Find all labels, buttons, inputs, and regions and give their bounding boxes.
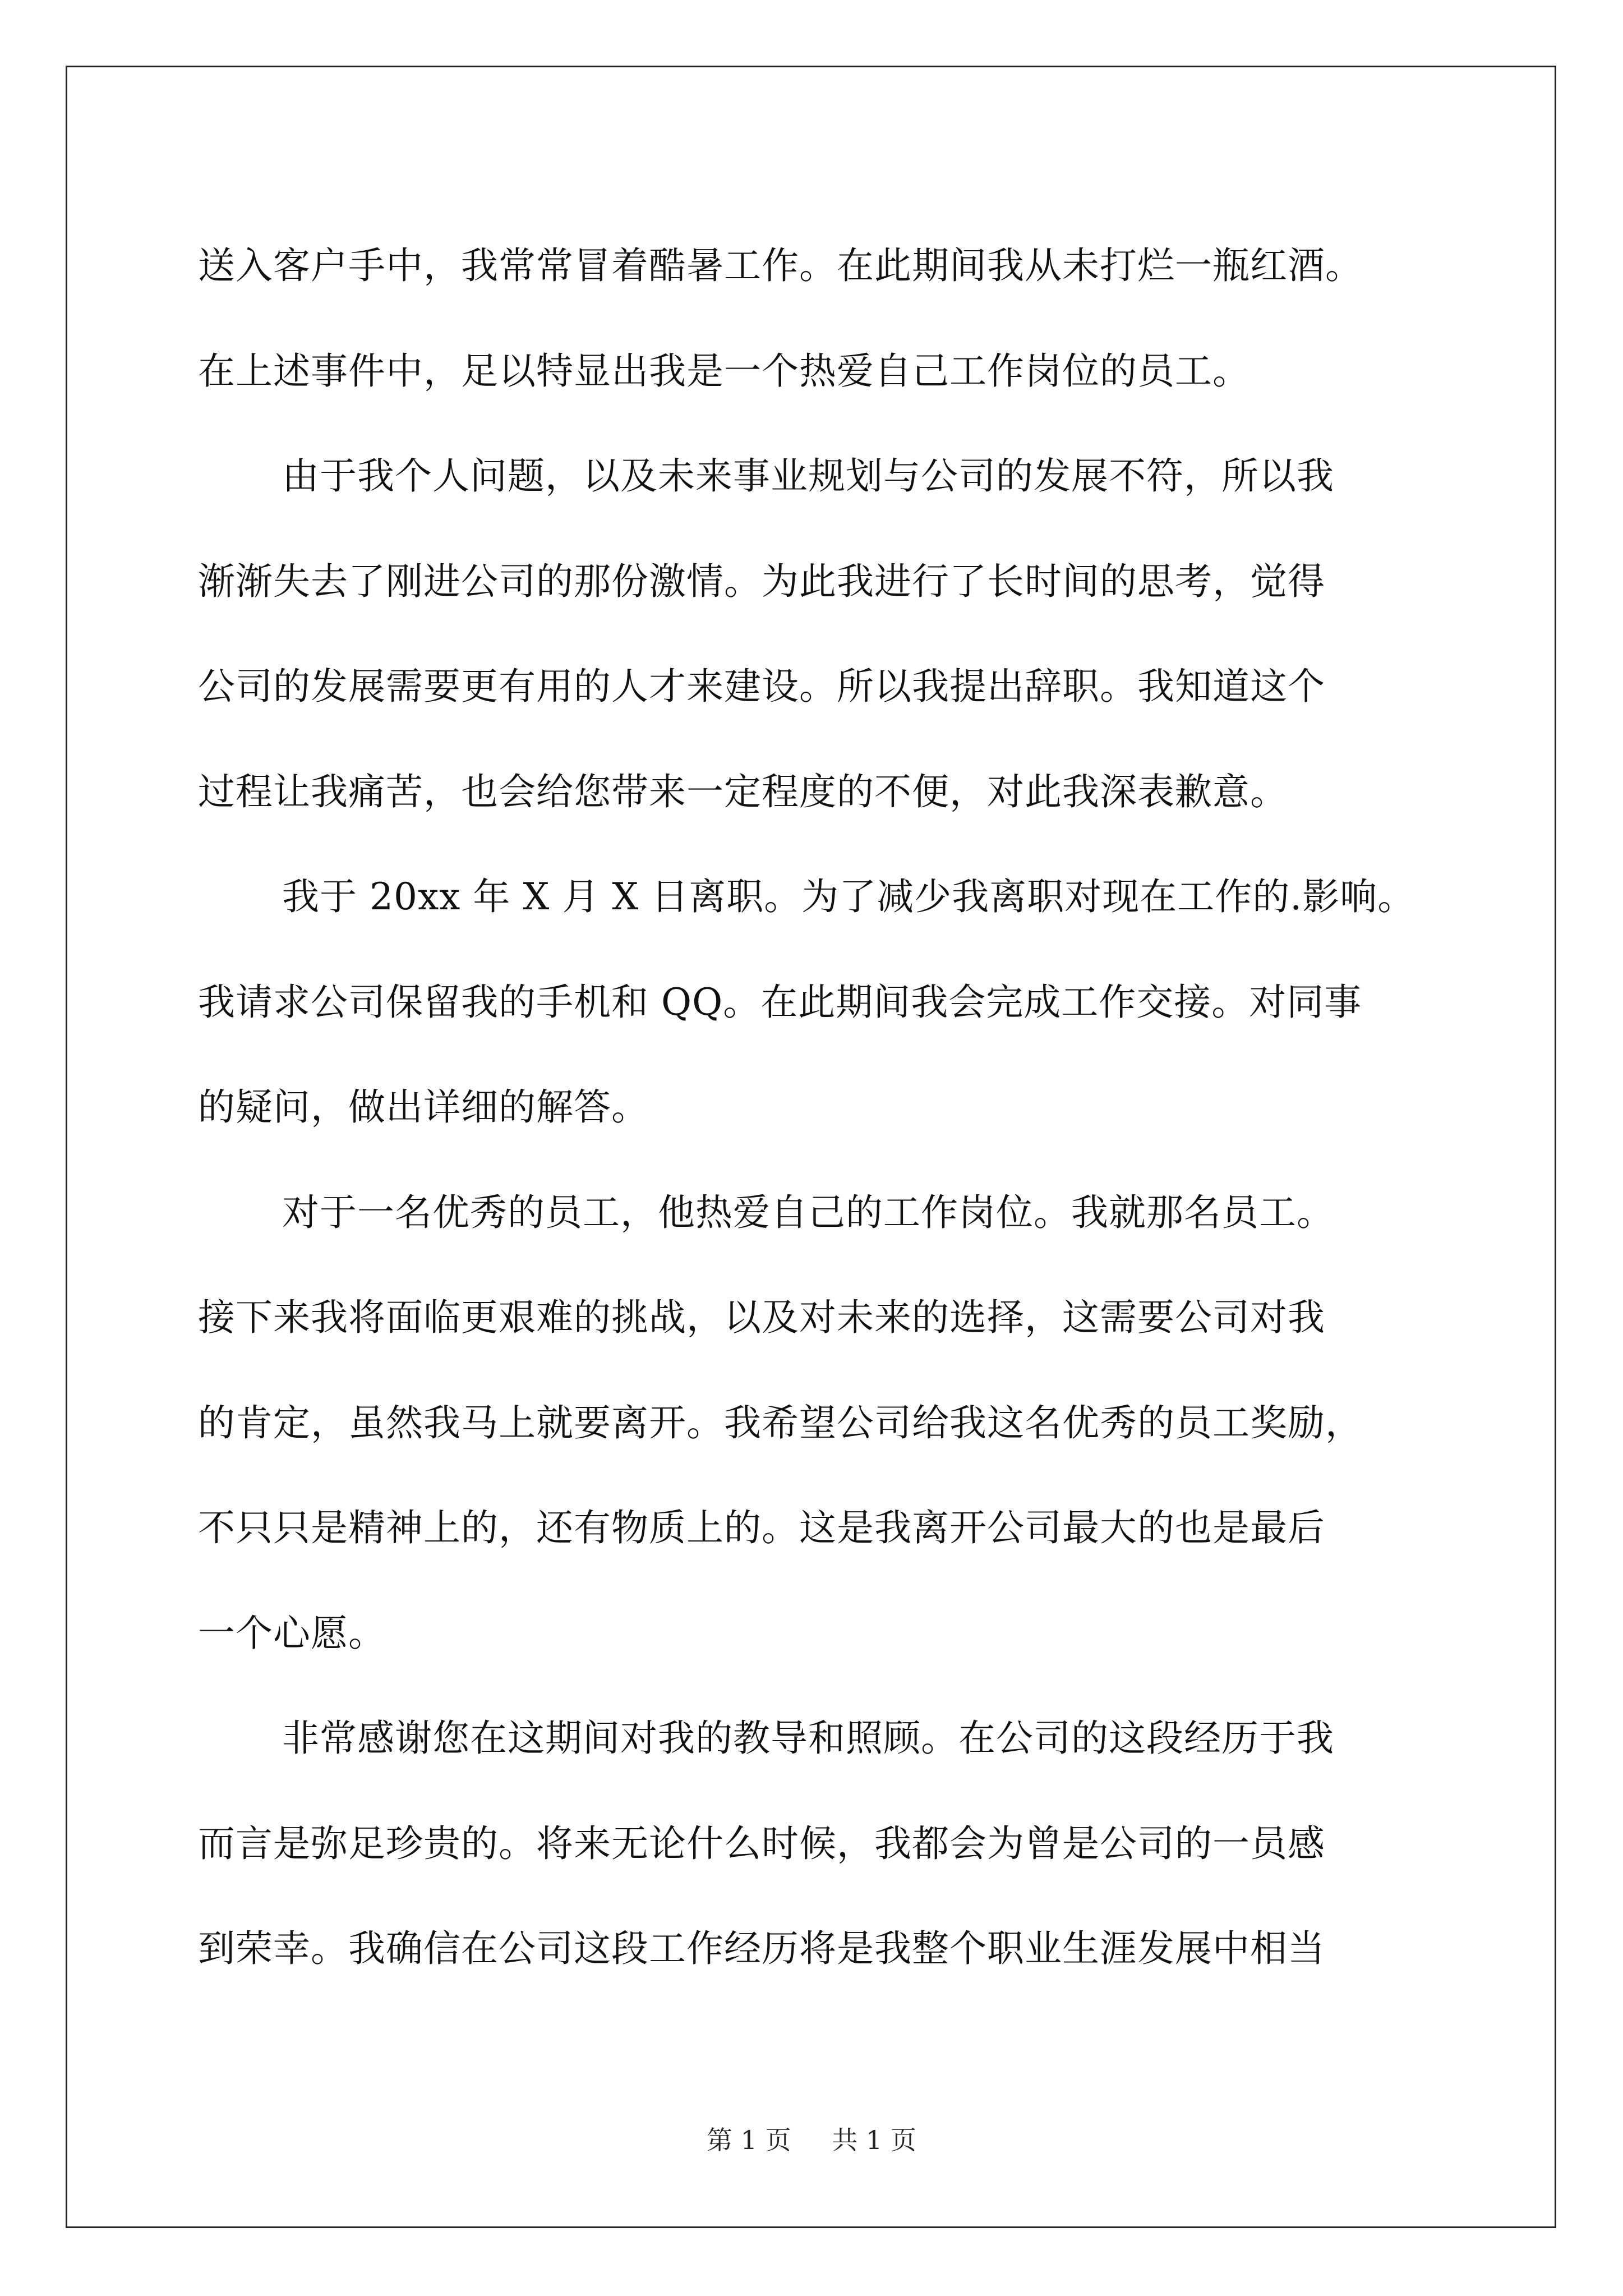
text-line: 到荣幸。我确信在公司这段工作经历将是我整个职业生涯发展中相当 <box>198 1927 1325 1970</box>
text-line: 接下来我将面临更艰难的挑战，以及对未来的选择，这需要公司对我 <box>198 1296 1325 1339</box>
text-line: 在上述事件中，足以特显出我是一个热爱自己工作岗位的员工。 <box>198 349 1250 393</box>
text-line: 而言是弥足珍贵的。将来无论什么时候，我都会为曾是公司的一员感 <box>198 1821 1325 1865</box>
text-line: 对于一名优秀的员工，他热爱自己的工作岗位。我就那名员工。 <box>282 1190 1334 1234</box>
text-line: 的疑问，做出详细的解答。 <box>198 1085 649 1129</box>
text-line: 我于 20xx 年 X 月 X 日离职。为了减少我离职对现在工作的.影响。 <box>282 875 1415 918</box>
text-line: 过程让我痛苦，也会给您带来一定程度的不便，对此我深表歉意。 <box>198 770 1288 813</box>
document-body <box>198 213 1432 2001</box>
text-line: 由于我个人问题，以及未来事业规划与公司的发展不符，所以我 <box>282 454 1334 498</box>
text-line: 渐渐失去了刚进公司的那份激情。为此我进行了长时间的思考，觉得 <box>198 559 1325 603</box>
page-number-current: 第 1 页 <box>707 2125 791 2155</box>
text-line: 的肯定，虽然我马上就要离开。我希望公司给我这名优秀的员工奖励， <box>198 1401 1363 1444</box>
text-line: 送入客户手中，我常常冒着酷暑工作。在此期间我从未打烂一瓶红酒。 <box>198 244 1363 287</box>
text-line: 一个心愿。 <box>198 1611 386 1655</box>
text-line: 不只只是精神上的，还有物质上的。这是我离开公司最大的也是最后 <box>198 1506 1325 1549</box>
text-line: 非常感谢您在这期间对我的教导和照顾。在公司的这段经历于我 <box>282 1717 1334 1760</box>
page-footer <box>0 2123 1623 2157</box>
text-line: 公司的发展需要更有用的人才来建设。所以我提出辞职。我知道这个 <box>198 665 1325 708</box>
page-number-total: 共 1 页 <box>832 2125 916 2155</box>
text-line: 我请求公司保留我的手机和 QQ。在此期间我会完成工作交接。对同事 <box>198 980 1362 1024</box>
